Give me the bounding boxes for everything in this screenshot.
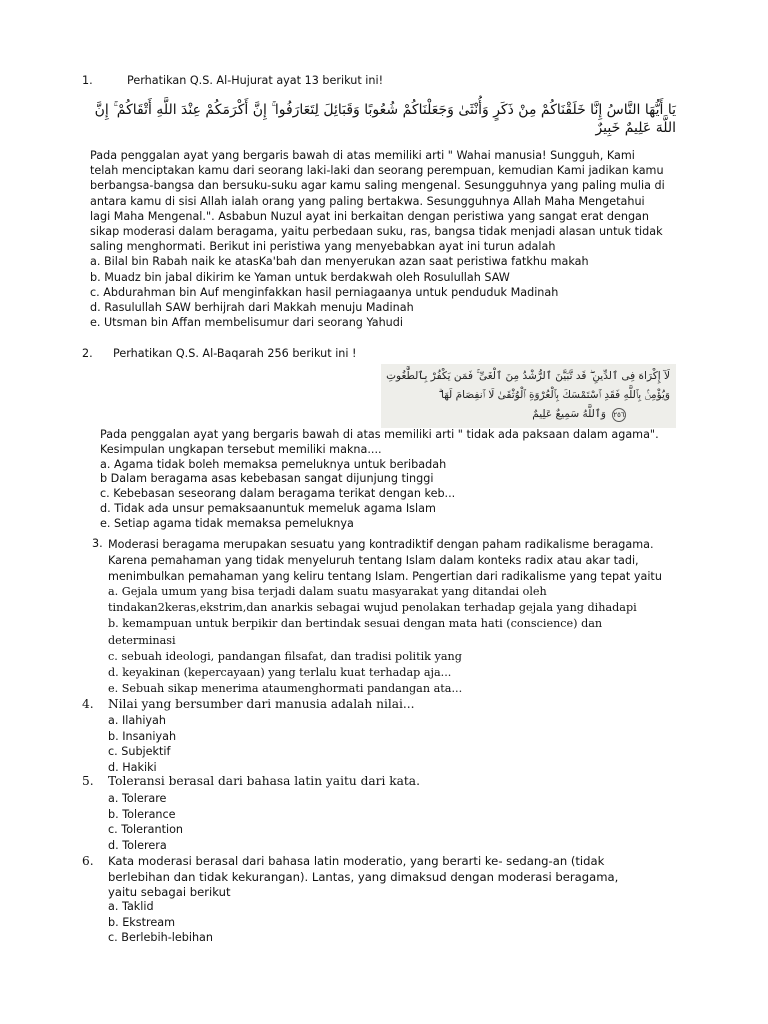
q6-paragraph-line: yaitu sebagai berikut	[108, 885, 231, 900]
q1-option-d: d. Rasulullah SAW berhijrah dari Makkah menuju Madinah	[90, 301, 414, 315]
q1-paragraph-line: saling menghormati. Berikut ini peristiwa yang menyebabkan ayat ini turun adalah	[90, 240, 556, 254]
q2-arabic-line3: وَٱللَّهُ سَمِيعٌ عَلِيمٌ	[532, 408, 606, 420]
q1-paragraph-line: lagi Maha Mengenal.". Asbabun Nuzul ayat ini berkaitan dengan peristiwa yang sangat erat dengan	[90, 209, 649, 223]
q3-option-e: e. Sebuah sikap menerima ataumenghormati pandangan ata...	[108, 682, 463, 696]
q5-option-b: b. Tolerance	[108, 807, 176, 821]
q3-paragraph-line: Karena pemahaman yang tidak menyeluruh tentang Islam dalam konteks radix atau akar tadi,	[108, 554, 639, 567]
q4-number: 4.	[82, 697, 94, 711]
q3-number: 3.	[92, 537, 103, 550]
q6-paragraph-line: Kata moderasi berasal dari bahasa latin moderatio, yang berarti ke- sedang-an (tidak	[108, 854, 605, 868]
q2-option-d: d. Tidak ada unsur pemaksaanuntuk memeluk agama Islam	[100, 501, 436, 515]
q6-option-c: c. Berlebih-lebihan	[108, 931, 213, 945]
q2-title: Perhatikan Q.S. Al-Baqarah 256 berikut ini !	[113, 347, 357, 360]
q1-paragraph-line: Pada penggalan ayat yang bergaris bawah di atas memiliki arti " Wahai manusia! Sungguh, Kami	[90, 149, 635, 162]
q1-paragraph	[90, 148, 665, 330]
q1-paragraph-line: sikap moderasi dalam beragama, yaitu perbedaan suku, ras, bangsa tidak menjadi alasan untuk tidak	[90, 225, 663, 239]
q2-option-b: b Dalam beragama asas kebebasan sangat dijunjung tinggi	[100, 472, 434, 486]
q4-option-a: a. Ilahiyah	[108, 714, 166, 727]
q2-paragraph	[100, 428, 659, 532]
q5-option-d: d. Tolerera	[108, 838, 167, 852]
q3-option-d: d. keyakinan (kepercayaan) yang terlalu kuat terhadap aja...	[108, 666, 452, 680]
q3-option-b-cont: determinasi	[108, 633, 176, 647]
q4-option-c: c. Subjektif	[108, 745, 171, 759]
q2-number: 2.	[82, 347, 93, 360]
q2-arabic-line2: وَيُؤْمِنۢ بِٱللَّهِ فَقَدِ ٱسْتَمْسَكَ بِٱلْعُرْوَةِ ٱلْوُثْقَىٰ لَا ٱنفِصَامَ لَهَا ۗ	[438, 389, 670, 401]
q6-paragraph-line: berlebihan dan tidak kekurangan). Lantas, yang dimaksud dengan moderasi beragama,	[108, 869, 619, 884]
q2-arabic-line1: لَآ إِكْرَاهَ فِى ٱلدِّينِ ۖ قَد تَّبَيَّنَ ٱلرُّشْدُ مِنَ ٱلْغَىِّ ۚ فَمَن يَكْفُرْ بِٱلطَّٰغُوتِ	[386, 370, 670, 382]
q4-option-d: d. Hakiki	[108, 760, 157, 774]
q2-paragraph-line: Pada penggalan ayat yang bergaris bawah di atas memiliki arti " tidak ada paksaan dalam agama".	[100, 428, 659, 441]
q6-options	[108, 899, 213, 946]
q4-option-b: b. Insaniyah	[108, 729, 177, 743]
q2-paragraph-line: Kesimpulan ungkapan tersebut memiliki makna....	[100, 442, 382, 456]
q1-option-e: e. Utsman bin Affan membelisumur dari seorang Yahudi	[90, 316, 403, 330]
q1-option-a: a. Bilal bin Rabah naik ke atasKa'bah dan menyerukan azan saat peristiwa fatkhu makah	[90, 255, 589, 269]
q2-option-a: a. Agama tidak boleh memaksa pemeluknya untuk beribadah	[100, 457, 447, 471]
q6-paragraph	[108, 854, 618, 901]
q1-paragraph-line: antara kamu di sisi Allah ialah orang yang paling bertakwa. Sesungguhnya Allah Maha Mengetahui	[90, 194, 645, 208]
q5-option-c: c. Tolerantion	[108, 823, 184, 837]
q4-title: Nilai yang bersumber dari manusia adalah nilai...	[108, 697, 415, 711]
q3-option-a: a. Gejala umum yang bisa terjadi dalam suatu masyarakat yang ditandai oleh	[108, 585, 547, 598]
q5-number: 5.	[82, 774, 94, 788]
q4-options	[108, 713, 176, 775]
q3-option-b: b. kemampuan untuk berpikir dan bertindak sesuai dengan mata hati (conscience) dan	[108, 617, 603, 631]
q1-arabic-line1: يَا أَيُّهَا النَّاسُ إِنَّا خَلَقْنَاكُمْ مِنْ ذَكَرٍ وَأُنْثَىٰ وَجَعَلْنَاكُمْ شُعُوبًا وَقَبَائِلَ لِتَعَارَفُوا ۚ إِنَّ أَكْرَمَكُمْ عِنْدَ اللَّهِ أَتْقَاكُمْ ۚ إِنَّ	[94, 102, 676, 118]
q1-paragraph-line: berbangsa-bangsa dan bersuku-suku agar kamu saling mengenal. Sesungguhnya yang paling mulia di	[90, 179, 665, 193]
q6-option-a: a. Taklid	[108, 900, 154, 913]
q3-paragraph-line: Moderasi beragama merupakan sesuatu yang kontradiktif dengan paham radikalisme beragama.	[108, 538, 654, 551]
q1-option-c: c. Abdurahman bin Auf menginfakkan hasil perniagaanya untuk penduduk Madinah	[90, 285, 559, 299]
q6-number: 6.	[82, 854, 94, 868]
q3-option-c: c. sebuah ideologi, pandangan filsafat, dan tradisi politik yang	[108, 649, 462, 663]
q1-number: 1.	[82, 74, 93, 87]
q1-title: Perhatikan Q.S. Al-Hujurat ayat 13 berikut ini!	[127, 74, 384, 87]
q1-paragraph-line: telah menciptakan kamu dari seorang laki-laki dan seorang perempuan, kemudian Kami jadikan kamu	[90, 164, 664, 178]
q3-options	[108, 584, 637, 697]
q1-arabic-line2: اللَّهَ عَلِيمٌ خَبِيرٌ	[595, 120, 676, 136]
q5-options	[108, 791, 183, 853]
q5-title: Toleransi berasal dari bahasa latin yaitu dari kata.	[108, 774, 420, 788]
q6-option-b: b. Ekstream	[108, 915, 175, 929]
q2-option-c: c. Kebebasan seseorang dalam beragama terikat dengan keb...	[100, 487, 456, 501]
q3-option-a-cont: tindakan2keras,ekstrim,dan anarkis sebagai wujud penolakan terhadap gejala yang dihadapi	[108, 601, 637, 615]
q5-option-a: a. Tolerare	[108, 792, 167, 805]
q3-paragraph	[108, 537, 662, 585]
quran-verse-image	[381, 364, 676, 428]
q3-paragraph-line: menimbulkan pemahaman yang keliru tentang Islam. Pengertian dari radikalisme yang tepat yaitu	[108, 570, 662, 583]
q1-option-b: b. Muadz bin jabal dikirim ke Yaman untuk berdakwah oleh Rosulullah SAW	[90, 270, 510, 284]
q2-option-e: e. Setiap agama tidak memaksa pemeluknya	[100, 516, 354, 530]
ayah-number-mark: ٢٥٦	[612, 408, 626, 422]
